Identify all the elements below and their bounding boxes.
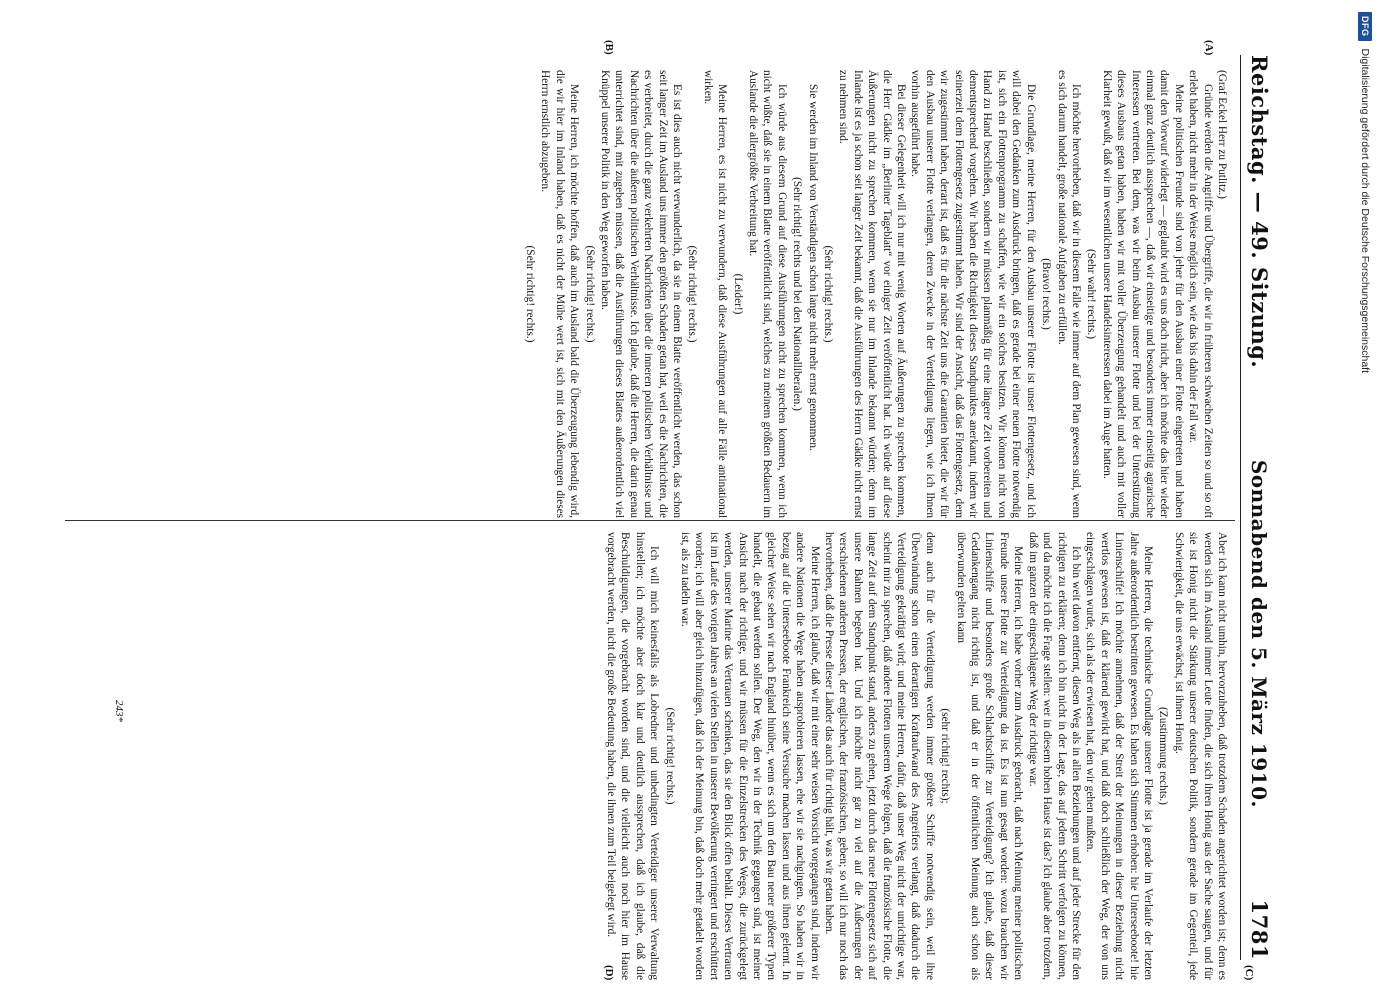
page-number: 1781 (1247, 899, 1272, 960)
paragraph: Ich will mich keinesfalls als Lobredner und unbedingten Verteidiger unserer Verwaltung hinstellen; ich möchte aber doch klar und deutlich aussprechen, daß ich glaube, daß die Beschuldigungen, die vorgebracht worden sind, und die vielleicht auch noch hier im Hause vorgebracht werden, nicht die große Bedeutung haben, die ihnen zum Teil beigelegt wird. (604, 532, 661, 980)
paragraph: Meine politischen Freunde sind von jeher für den Ausbau einer Flotte eingetreten und haben damit den Vorwurf widerlegt — geglaubt wird es uns doch nicht, aber ich möchte das hier wieder einmal ganz deutlich aussprechen —, daß wir einseitige und besonders immer einseitig agrarische Interessen vertreten. Bei dem, was wir beim Ausbau unserer Flotte und bei der Unterstützung dieses Ausbaus getan haben, haben wir mit voller Überzeugung gehandelt und auch mit voller Klarheit gewußt, daß wir im wesentlichen unsere Handelsinteressen dabei im Auge hatten. (1100, 70, 1185, 518)
paragraph: Gründe werden die Angriffe und Übergriffe, die wir in früheren schwachen Zeiten so und so oft erlebt haben, nicht mehr in der Weise möglich sein, wie das bis dahin der Fall war. (1187, 70, 1214, 518)
interjection: (Bravo! rechts.) (1040, 258, 1053, 330)
paragraph: Die Grundlage, meine Herren, für den Ausbau unserer Flotte ist unser Flottengesetz, und ich will dabei den Gedanken zum Ausdruck bringen, daß es gerade bei einer neuen Flotte notwendig ist, sich ein Flottenprogramm zu schaffen, wie wir ein solches besitzen. Wir können nicht von Hand zu Hand beschließen, sondern wir müssen planmäßig für eine längere Zeit vorbereiten und dementsprechend vorgehen. Wir haben die Richtigkeit dieses Standpunktes anerkannt, indem wir seinerzeit dem Flottengesetz zugestimmt haben. Wir sind der Ansicht, daß das Flottengesetz, dem wir zugestimmt haben, derart ist, daß es für die nächste Zeit uns die Garantien bietet, die wir für den Ausbau unserer Flotte verlangen, deren Zwecke in der Verteidigung liegen, wie ich Ihnen vorhin ausgeführt habe. (909, 70, 1037, 518)
interjection: (Zustimmung rechts.) (1157, 707, 1170, 805)
interjection: (Sehr wahr! rechts.) (1085, 248, 1098, 340)
interjection: (Sehr richtig! rechts.) (822, 245, 835, 343)
paragraph: Meine Herren, ich habe vorher zum Ausdruck gebracht, daß nach Meinung meiner politischen Freunde unsere Flotte zur Verteidigung da ist. Es ist nun gesagt worden: wozu brauchen wir Linienschiffe und besonders große Schlachtschiffe zur Verteidigung? Ich glaube, daß dieser Gedankengang nicht richtig ist, und daß er in der öffentlichen Meinung auch schon als überwunden gelten kann (954, 532, 1025, 980)
paragraph: Sie werden im Inland von Verständigen schon lange nicht mehr ernst genommen. (806, 84, 819, 451)
page-header (1240, 55, 1295, 960)
dfg-logo: DFG (1358, 12, 1372, 41)
paragraph: Ich würde aus diesem Grund auf diese Ausführungen nicht zu sprechen kommen, wenn ich nicht wüßte, daß sie in einem Blatte veröffentlicht sind, welches zu meinem größten Bedauern im Auslande die allergrößte Verbreitung hat. (747, 70, 788, 518)
speaker-tag: (Graf Eckel Herr zu Putlitz.) (1216, 70, 1228, 199)
paragraph: Meine Herren, die technische Grundlage unserer Flotte ist ja gerade im Verlaufe der letzten Jahre außerordentlich bestritten gewesen. Es haben sich Stimmen erhoben: hie Unterseeboote! hie Linienschiffe! Ich möchte annehmen, daß der Streit der Meinungen in dieser Beziehung nicht wertlos gewesen ist, daß er klärend gewirkt hat, und daß doch schließlich der Weg, der von uns eingeschlagen wurde, sich als der erwiesen hat, den wir gehen mußten. (1084, 532, 1154, 980)
interjection: (sehr richtig! rechts); (939, 708, 952, 804)
interjection: (Sehr richtig! rechts.) (663, 707, 676, 805)
paragraph: denn auch für die Verteidigung werden immer größere Schiffe notwendig sein, weil ihre Überwindung schon einen derartigen Kraftaufwand des Angreifers verlangt, daß dadurch die Verteidigung gekräftigt wird; und meine Herren, dafür, daß unser Weg nicht der unrichtige war, scheint mir zu sprechen, daß andere Flotten unserem Wege folgen, daß die französische Flotte, die lange Zeit auf dem Standpunkt stand, anders zu gehen, jetzt durch das neue Flottengesetz sich auf unsere Bahnen begeben hat. Und ich möchte nicht gar zu viel auf die Äußerungen der verschiedenen anderen Pressen, der englischen, der französischen, geben; so will ich nur noch das hervorheben, daß die Presse dieser Länder das auch für richtig hält, was wir getan haben. (823, 532, 936, 980)
margin-mark-a: (A) (1203, 40, 1215, 56)
paragraph: Meine Herren, ich möchte hoffen, daß auch im Ausland bald die Überzeugung lebendig wird, die wir hier im Inland haben, daß es nicht der Mühe wert ist, sich mit den Äußerungen dieses Herrn ernstlich abzugeben. (539, 70, 581, 518)
paragraph: Es ist dies auch nicht verwunderlich, da sie in einem Blatte veröffentlicht werden, das schon seit langer Zeit im Ausland uns immer den größten Schaden getan hat, weil es die Nachrichten, die es verbreitet, durch die ganz verkehrten Nachrichten über die inneren politischen Verhältnisse und Nachrichten über die äußeren politischen Verhältnisse. Ich glaube, daß die Herren, die darin genau unterrichtet sind, mit zugeben müssen, daß die Ausführungen dieses Blattes außerordentlich viel Knüppel unserer Politik in den Weg geworfen haben. (598, 70, 683, 518)
credit-text: Digitalisierung gefördert durch die Deutsche Forschungsgemeinschaft (1359, 48, 1371, 374)
credit-strip (1347, 0, 1383, 1000)
signature-mark: 243* (113, 700, 125, 722)
right-text-column (55, 532, 1229, 980)
paragraph: Bei dieser Gelegenheit will ich nur mit wenig Worten auf Äußerungen zu sprechen kommen, die Herr Gädke im „Berliner Tageblatt“ vor einiger Zeit veröffentlicht hat. Ich würde auf diese Äußerungen nicht zu sprechen kommen, wenn sie nur im Inlande bekannt würden; denn im Inlande ist es ja schon seit langer Zeit bekannt, daß die Ausführungen des Herrn Gädke nicht ernst zu nehmen sind. (837, 70, 908, 518)
interjection: (Sehr richtig! rechts.) (686, 245, 699, 343)
paragraph: Meine Herren, ich glaube, daß wir mit einer sehr weisen Vorsicht vorgegangen sind, indem wir andere Nationen die Wege haben ausprobieren lassen, ehe wir sie nachgingen. So haben wir in bezug auf die Unterseeboote Frankreich seine Versuche machen lassen und aus ihnen gelernt. In gleicher Weise sehen wir nach England hinüber, wenn es sich um den Bau neuer größerer Typen handelt, die gebaut werden sollen. Der Weg, den wir in der Technik gegangen sind, ist meiner Ansicht nach der richtige, und wir müssen für die Einzelstrecken des Weges, die zurückgelegt werden, unserer Marine das Vertrauen schenken, das sie den Blick offen behält. Dieses Vertrauen ist im Laufe des vorigen Jahres an vielen Stellen in unserer Bevölkerung verringert und erschüttert worden; ich will aber gleich hinzufügen, daß ich der Meinung bin, daß doch mehr getadelt worden ist, als zu tadeln war. (678, 532, 821, 980)
interjection: (Sehr richtig! rechts.) (523, 245, 536, 343)
margin-mark-c: (C) (1243, 965, 1255, 981)
paragraph: Ich bin weit davon entfernt, diesen Weg als in allen Beziehungen und auf jeder Strecke für den richtigen zu erklären; denn ich bin nicht in der Lage, das auf jedem Schritt verfolgen zu können, und da möchte ich die Frage stellen: wer in diesem hohen Hause ist das? Ich glaube aber trotzdem, daß im ganzen der eingeschlagene Weg der richtige war. (1026, 532, 1082, 980)
margin-mark-d: (D) (603, 965, 615, 981)
paragraph: Aber ich kann nicht umhin, hervorzuheben, daß trotzdem Schaden angerichtet worden ist; denn es werden sich im Ausland immer Leute finden, die sich ihren Honig aus der Sache saugen, und für sie ist Honig nicht die Stärkung unserer deutschen Politik, sondern gerade im Gegenteil, jede Schwierigkeit, die uns erwächst, ist ihnen Honig. (1172, 532, 1228, 980)
paragraph: Meine Herren, es ist nicht zu verwundern, daß diese Ausführungen auf alle Fälle antinational wirken. (701, 70, 729, 518)
interjection: (Sehr richtig! rechts und bei den Nationalliberalen.) (791, 177, 804, 411)
column-divider (65, 520, 1235, 521)
interjection: (Leider!) (731, 273, 744, 315)
header-left-title: Reichstag. — 49. Sitzung. (1247, 55, 1272, 369)
interjection: (Sehr richtig! rechts.) (583, 245, 596, 343)
newspaper-page (25, 0, 1315, 1000)
margin-mark-b: (B) (603, 40, 615, 55)
paragraph: Ich möchte hervorheben, daß wir in diesem Falle wie immer auf dem Plan gewesen sind, wenn es sich darum handelt, große nationale Aufgaben zu erfüllen. (1055, 70, 1082, 518)
header-date: Sonnabend den 5. März 1910. (1247, 459, 1271, 808)
left-text-column (55, 70, 1229, 518)
